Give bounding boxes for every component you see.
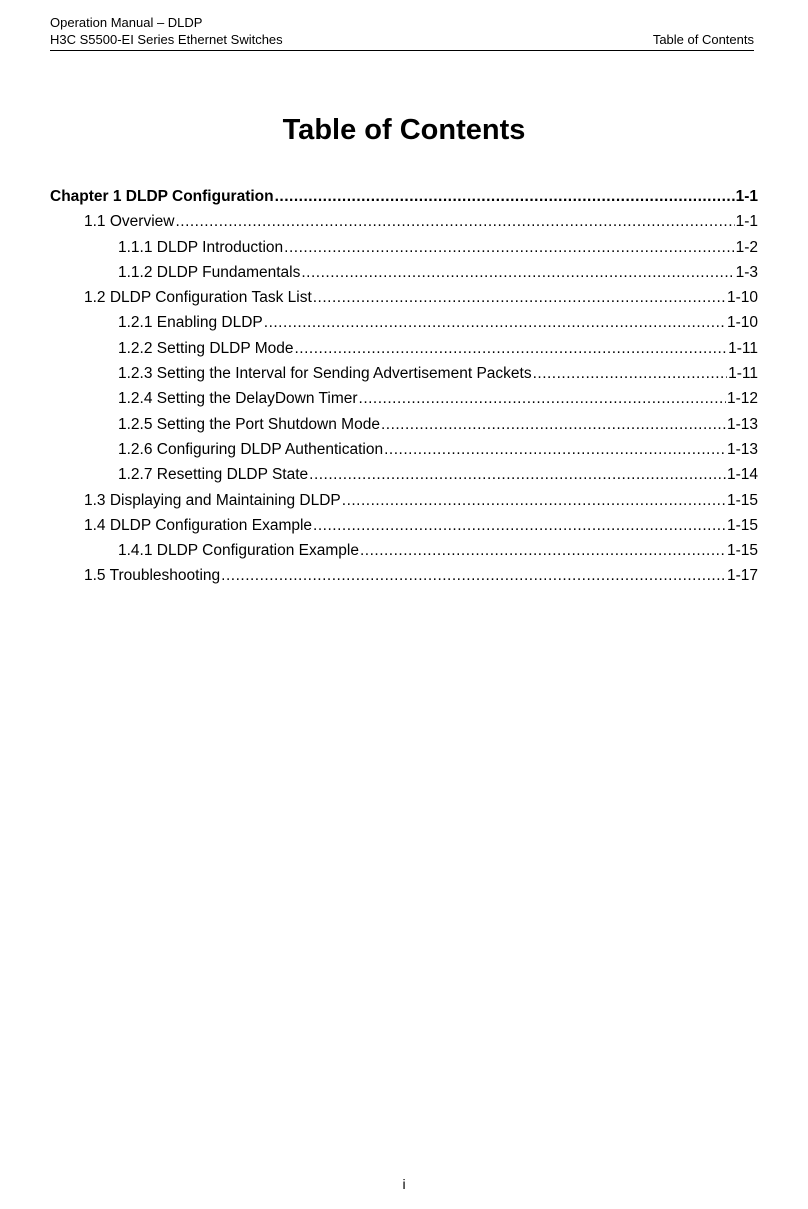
toc-entry-title: 1.2.7 Resetting DLDP State <box>118 466 309 484</box>
toc-dot-leader <box>221 567 726 585</box>
toc-entry-page: 1-12 <box>726 390 758 408</box>
page-title: Table of Contents <box>282 114 526 146</box>
toc-entry[interactable] <box>50 365 758 390</box>
toc-entry-title: 1.5 Troubleshooting <box>84 567 221 585</box>
toc-entry-title: 1.2 DLDP Configuration Task List <box>84 289 312 307</box>
page-header <box>50 14 754 48</box>
toc-entry-page: 1-11 <box>728 339 758 357</box>
toc-entry-page: 1-17 <box>726 567 758 585</box>
toc-entry-title: 1.3 Displaying and Maintaining DLDP <box>84 491 341 509</box>
toc-entry-title: 1.2.2 Setting DLDP Mode <box>118 339 294 357</box>
toc-entry-page: 1-14 <box>726 466 758 484</box>
product-name: H3C S5500-EI Series Ethernet Switches <box>50 32 283 47</box>
toc-entry-title: 1.4 DLDP Configuration Example <box>84 516 313 534</box>
toc-dot-leader <box>295 340 728 358</box>
toc-dot-leader <box>284 239 734 257</box>
toc-dot-leader <box>359 390 726 408</box>
toc-entry[interactable] <box>50 567 758 592</box>
toc-entry-title: 1.1.2 DLDP Fundamentals <box>118 263 301 281</box>
toc-entry-page: 1-11 <box>728 365 758 383</box>
toc-entry-title: 1.1 Overview <box>84 213 175 231</box>
toc-entry[interactable] <box>50 213 758 238</box>
toc-entry[interactable] <box>50 188 758 213</box>
toc-entry[interactable] <box>50 264 758 289</box>
toc-entry-title: 1.4.1 DLDP Configuration Example <box>118 542 359 560</box>
toc-entry[interactable] <box>50 441 758 466</box>
toc-dot-leader <box>384 441 726 459</box>
toc-entry[interactable] <box>50 390 758 415</box>
toc-entry[interactable] <box>50 239 758 264</box>
toc-dot-leader <box>381 416 726 434</box>
toc-dot-leader <box>313 517 726 535</box>
footer-page-number: i <box>402 1176 406 1192</box>
toc-entry[interactable] <box>50 492 758 517</box>
toc-dot-leader <box>360 542 726 560</box>
header-line <box>50 31 754 48</box>
toc-entry-title: 1.2.6 Configuring DLDP Authentication <box>118 440 384 458</box>
header-rule <box>50 50 754 51</box>
toc-entry-title: 1.2.3 Setting the Interval for Sending Advertisement Packets <box>118 365 532 383</box>
toc-entry[interactable] <box>50 314 758 339</box>
toc-dot-leader <box>309 466 726 484</box>
toc-entry[interactable] <box>50 466 758 491</box>
toc-entry-page: 1-13 <box>726 440 758 458</box>
toc-dot-leader <box>342 492 726 510</box>
toc-list <box>50 188 758 593</box>
toc-entry-page: 1-15 <box>726 542 758 560</box>
toc-entry-title: 1.2.1 Enabling DLDP <box>118 314 263 332</box>
toc-dot-leader <box>275 188 735 206</box>
toc-entry-page: 1-1 <box>735 188 758 205</box>
toc-entry[interactable] <box>50 416 758 441</box>
toc-entry-title: 1.1.1 DLDP Introduction <box>118 238 284 256</box>
toc-entry-title: 1.2.4 Setting the DelayDown Timer <box>118 390 358 408</box>
manual-title: Operation Manual – DLDP <box>50 15 203 30</box>
toc-entry-page: 1-1 <box>735 213 758 231</box>
section-name: Table of Contents <box>652 32 754 47</box>
toc-entry[interactable] <box>50 542 758 567</box>
toc-entry[interactable] <box>50 517 758 542</box>
toc-entry-page: 1-10 <box>726 289 758 307</box>
toc-entry-page: 1-15 <box>726 516 758 534</box>
toc-dot-leader <box>533 365 728 383</box>
toc-entry-title: 1.2.5 Setting the Port Shutdown Mode <box>118 415 380 433</box>
toc-entry-page: 1-15 <box>726 491 758 509</box>
toc-dot-leader <box>264 314 726 332</box>
toc-dot-leader <box>313 289 726 307</box>
toc-entry[interactable] <box>50 289 758 314</box>
toc-entry-page: 1-10 <box>726 314 758 332</box>
toc-dot-leader <box>175 213 734 231</box>
toc-dot-leader <box>301 264 734 282</box>
toc-entry[interactable] <box>50 340 758 365</box>
toc-entry-page: 1-13 <box>726 415 758 433</box>
toc-entry-page: 1-2 <box>735 238 758 256</box>
toc-entry-title: Chapter 1 DLDP Configuration <box>50 188 274 205</box>
toc-entry-page: 1-3 <box>735 263 758 281</box>
